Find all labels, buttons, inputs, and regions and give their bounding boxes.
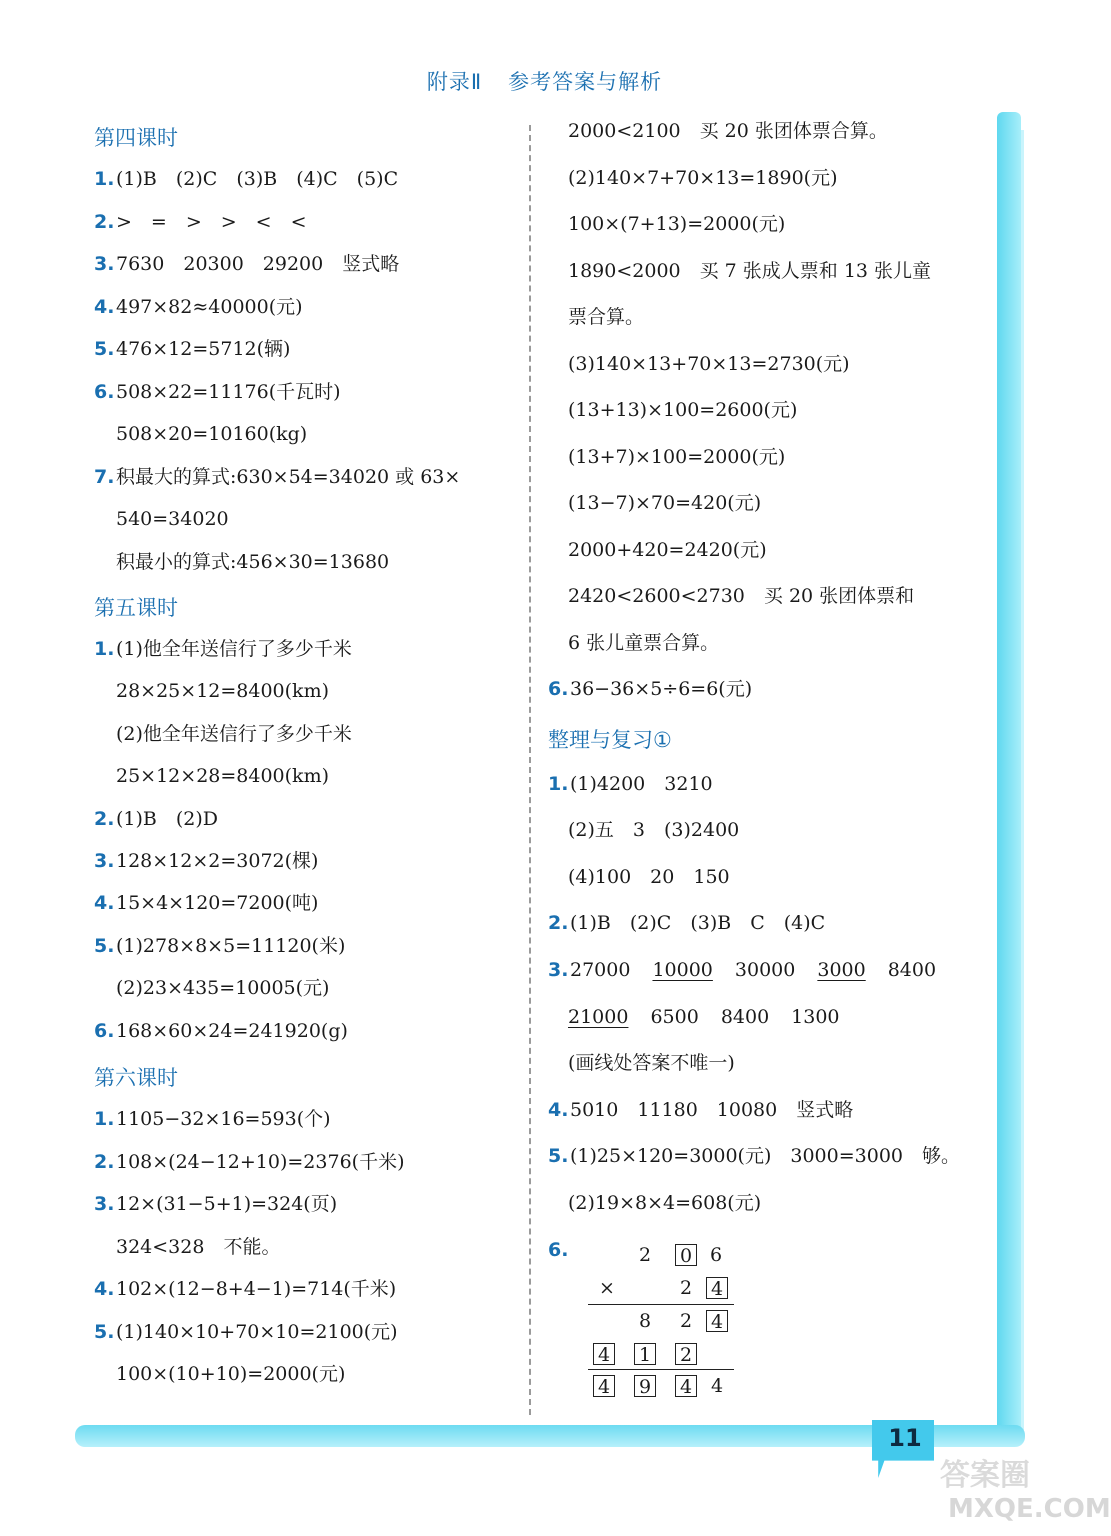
question-number: 3. — [94, 253, 115, 275]
answer-text: 100×(10+10)=2000(元) — [116, 1363, 346, 1385]
answer-line — [568, 166, 837, 190]
answer-line — [94, 252, 399, 276]
answer-line — [116, 1235, 280, 1259]
answer-value: 6500 — [650, 1006, 699, 1028]
multiply-sign: × — [599, 1277, 615, 1299]
answer-text: (1)B (2)C (3)B C (4)C — [570, 911, 826, 934]
answer-value: 1300 — [791, 1006, 840, 1028]
answer-line — [94, 807, 218, 831]
question-number: 4. — [548, 1099, 569, 1121]
header-appendix: 附录Ⅱ — [426, 70, 483, 94]
digit-box: 4 — [593, 1343, 615, 1365]
digit-box: 0 — [675, 1244, 697, 1266]
question-number: 4. — [94, 1278, 115, 1300]
answer-text: (4)100 20 150 — [568, 865, 730, 888]
answer-text: 497×82≈40000(元) — [116, 295, 303, 318]
underlined-answer: 21000 — [568, 1006, 629, 1028]
question-number: 6. — [548, 678, 569, 700]
answer-text: (2)23×435=10005(元) — [116, 977, 330, 1000]
review-q3-row2 — [568, 1005, 862, 1029]
answer-line — [94, 295, 303, 319]
question-number: 1. — [94, 638, 115, 660]
answer-line — [568, 445, 785, 469]
review-q3-note: (画线处答案不唯一) — [568, 1052, 735, 1074]
question-number: 2. — [94, 807, 115, 830]
answer-text: 2420<2600<2730 买 20 张团体票和 — [568, 585, 915, 607]
answer-text: (1)278×8×5=11120(米) — [116, 934, 346, 957]
question-number: 5. — [94, 934, 115, 957]
digit: 6 — [709, 1244, 723, 1266]
answer-text: 102×(12−8+4−1)=714(千米) — [116, 1278, 397, 1300]
answer-line — [568, 259, 931, 283]
answer-text: 7630 20300 29200 竖式略 — [116, 253, 400, 275]
question-number: 1. — [94, 168, 115, 190]
question-number: 3. — [94, 850, 115, 872]
question-number: 6. — [94, 380, 115, 403]
answer-text: 28×25×12=8400(km) — [116, 680, 329, 703]
answer-line — [548, 1144, 960, 1168]
section-title-review1: 整理与复习① — [548, 728, 672, 752]
header-title: 参考答案与解析 — [508, 70, 663, 94]
answer-line — [116, 722, 352, 746]
answer-line — [116, 679, 329, 703]
answer-text: 100×(7+13)=2000(元) — [568, 213, 786, 235]
watermark-logo: 答案圈 — [940, 1458, 1030, 1493]
answer-text: 1890<2000 买 7 张成人票和 13 张儿童 — [568, 259, 932, 282]
answer-line — [94, 637, 352, 661]
answer-text: (3)140×13+70×13=2730(元) — [568, 352, 850, 375]
answer-text: 324<328 不能。 — [116, 1235, 281, 1258]
digit-box: 9 — [634, 1375, 656, 1397]
answer-text: 36−36×5÷6=6(元) — [570, 678, 753, 700]
question-number: 3. — [94, 1193, 115, 1215]
answer-text: 2000<2100 买 20 张团体票合算。 — [568, 120, 888, 142]
answer-text: 1105−32×16=593(个) — [116, 1108, 331, 1130]
digit: 2 — [679, 1277, 693, 1299]
answer-line — [568, 865, 730, 889]
digit-box: 4 — [675, 1375, 697, 1397]
page-header — [0, 66, 1089, 96]
answer-line — [568, 491, 761, 515]
answer-text: 540=34020 — [116, 508, 229, 530]
answer-line — [116, 422, 307, 446]
question-number: 5. — [94, 1320, 115, 1343]
answer-line — [568, 818, 739, 842]
answer-text: (1)他全年送信行了多少千米 — [116, 638, 352, 660]
watermark-url: MXQE.COM — [948, 1494, 1111, 1524]
answer-text: 5010 11180 10080 竖式略 — [570, 1099, 854, 1121]
answer-line — [548, 1098, 853, 1122]
digit: 8 — [638, 1310, 652, 1332]
answer-text: 508×20=10160(kg) — [116, 423, 308, 445]
question-number: 3. — [548, 959, 569, 981]
answer-line — [94, 337, 290, 361]
answer-line — [94, 891, 318, 915]
answer-text: > = > > < < — [116, 210, 307, 233]
answer-text: 票合算。 — [568, 306, 645, 328]
answer-text: 168×60×24=241920(g) — [116, 1019, 348, 1042]
section-title-lesson4: 第四课时 — [94, 126, 178, 150]
digit-box: 1 — [634, 1343, 656, 1365]
answer-line — [94, 465, 460, 489]
answer-value: 30000 — [734, 959, 796, 981]
question-number: 2. — [548, 911, 569, 934]
section-title-lesson6: 第六课时 — [94, 1066, 178, 1090]
answer-text: 128×12×2=3072(棵) — [116, 850, 319, 872]
answer-text: (13+13)×100=2600(元) — [568, 399, 798, 421]
answer-text: (1)B (2)C (3)B (4)C (5)C — [116, 168, 399, 190]
digit: 2 — [638, 1244, 652, 1266]
answer-text: (2)他全年送信行了多少千米 — [116, 722, 352, 745]
question-number: 2. — [94, 1150, 115, 1173]
digit-box: 4 — [593, 1375, 615, 1397]
question-number: 4. — [94, 295, 115, 318]
question-number: 4. — [94, 892, 115, 915]
answer-line — [116, 1362, 345, 1386]
answer-text: 15×4×120=7200(吨) — [116, 892, 319, 915]
answer-line — [116, 976, 329, 1000]
answer-text: (13−7)×70=420(元) — [568, 492, 762, 514]
answer-line — [568, 305, 644, 329]
answer-line — [94, 1192, 337, 1216]
column-divider — [529, 125, 531, 1415]
digit-box: 2 — [675, 1343, 697, 1365]
answer-line — [94, 167, 398, 191]
answer-value: 8400 — [887, 959, 937, 981]
answer-value: 27000 — [570, 959, 631, 981]
underlined-answer: 10000 — [652, 959, 713, 981]
question-number: 1. — [548, 773, 569, 795]
answer-text: (2)19×8×4=608(元) — [568, 1191, 762, 1214]
answer-text: (1)140×10+70×10=2100(元) — [116, 1320, 398, 1343]
answer-text: 积最小的算式:456×30=13680 — [116, 550, 390, 573]
rule-line — [588, 1304, 734, 1305]
answer-line — [568, 398, 797, 422]
answer-text: 476×12=5712(辆) — [116, 338, 291, 360]
answer-line — [568, 631, 719, 655]
answer-text: 25×12×28=8400(km) — [116, 765, 329, 788]
question-number: 6. — [94, 1019, 115, 1042]
answer-line — [116, 507, 229, 531]
answer-line — [548, 772, 713, 796]
underlined-answer: 3000 — [817, 959, 866, 981]
answer-line — [94, 1019, 348, 1043]
review-q3-row1 — [548, 958, 958, 982]
question-number: 2. — [94, 210, 115, 233]
answer-text: 508×22=11176(千瓦时) — [116, 380, 341, 403]
vertical-multiplication — [548, 1240, 748, 1410]
answer-text: 108×(24−12+10)=2376(千米) — [116, 1150, 405, 1173]
answer-line — [94, 1277, 396, 1301]
answer-text: (1)4200 3210 — [570, 773, 713, 795]
answer-line — [548, 911, 825, 935]
rule-line — [588, 1369, 734, 1370]
digit: 2 — [679, 1310, 693, 1332]
digit-box: 4 — [706, 1310, 728, 1332]
answer-line — [568, 352, 850, 376]
answer-line — [94, 1320, 398, 1344]
answer-line — [116, 764, 329, 788]
digit: 4 — [710, 1375, 724, 1397]
answer-line — [94, 1150, 404, 1174]
answer-line — [568, 584, 914, 608]
answer-line — [568, 1191, 761, 1215]
answer-line — [94, 934, 345, 958]
answer-text: (1)25×120=3000(元) 3000=3000 够。 — [570, 1145, 961, 1168]
answer-text: 6 张儿童票合算。 — [568, 631, 720, 654]
answer-line — [94, 380, 341, 404]
answer-text: 12×(31−5+1)=324(页) — [116, 1193, 338, 1215]
page-frame-right — [997, 112, 1021, 1432]
answer-text: (2)五 3 (3)2400 — [568, 819, 740, 842]
question-number: 5. — [94, 338, 115, 360]
answer-line — [116, 550, 389, 574]
answer-line — [568, 538, 767, 562]
answer-line — [94, 210, 307, 234]
answer-text: (1)B (2)D — [116, 807, 219, 830]
answer-line — [568, 212, 785, 236]
answer-text: 积最大的算式:630×54=34020 或 63× — [116, 465, 461, 488]
answer-text: (2)140×7+70×13=1890(元) — [568, 166, 838, 189]
answer-line — [94, 849, 318, 873]
question-number: 7. — [94, 465, 115, 488]
section-title-lesson5: 第五课时 — [94, 596, 178, 620]
answer-text: (13+7)×100=2000(元) — [568, 445, 786, 468]
question-number: 1. — [94, 1108, 115, 1130]
answer-text: 2000+420=2420(元) — [568, 538, 767, 561]
review-q6-number: 6. — [548, 1239, 569, 1261]
digit-box: 4 — [706, 1277, 728, 1299]
answer-line — [568, 119, 888, 143]
question-number: 5. — [548, 1145, 569, 1168]
answer-value: 8400 — [720, 1006, 770, 1028]
answer-line — [548, 677, 752, 701]
page-number: 11 — [888, 1424, 922, 1452]
answer-line — [94, 1107, 331, 1131]
